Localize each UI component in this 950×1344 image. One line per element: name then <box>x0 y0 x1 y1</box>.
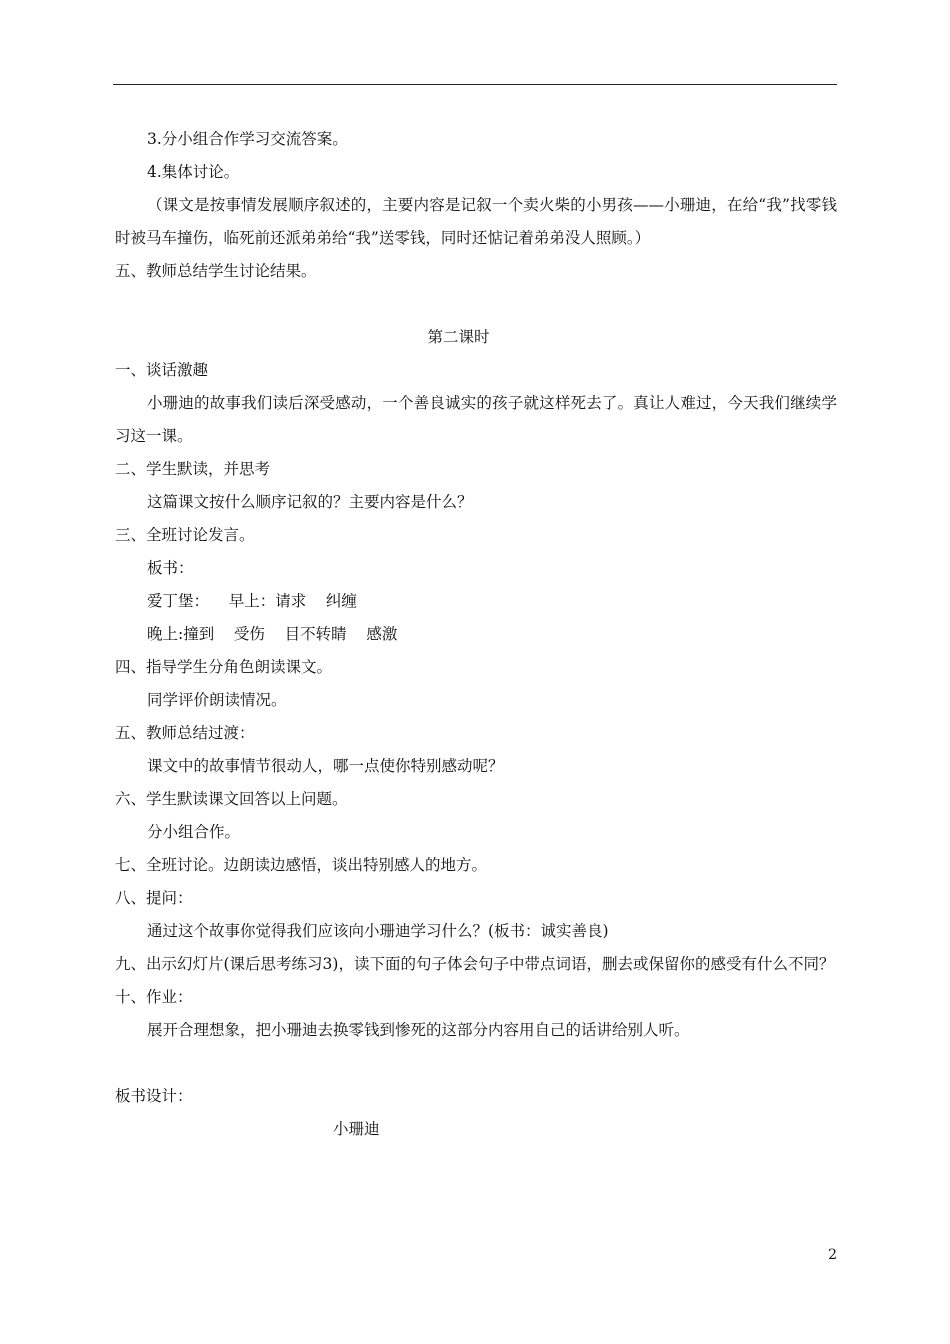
heading-section-9: 九、出示幻灯片(课后思考练习3)，读下面的句子体会句子中带点词语，删去或保留你的感受有什么不同？ <box>115 955 835 973</box>
heading-section-4: 四、指导学生分角色朗读课文。 <box>115 658 333 676</box>
board-label: 板书： <box>147 559 194 577</box>
heading-section-3: 三、全班讨论发言。 <box>115 526 255 544</box>
paragraph-summary: （课文是按事情发展顺序叙述的，主要内容是记叙一个卖火柴的小男孩——小珊迪，在给“我”找零钱时被马车撞伤，临死前还派弟弟给“我”送零钱，同时还惦记着弟弟没人照顾。） <box>115 196 837 247</box>
paragraph-step-4: 4.集体讨论。 <box>147 163 240 181</box>
document-body <box>115 123 837 1146</box>
paragraph-step-3: 3.分小组合作学习交流答案。 <box>147 130 348 148</box>
page-number: 2 <box>828 1247 837 1263</box>
paragraph-section-8: 通过这个故事你觉得我们应该向小珊迪学习什么？(板书：诚实善良) <box>147 922 609 940</box>
heading-section-10: 十、作业： <box>115 988 193 1006</box>
spacer <box>115 1047 837 1080</box>
heading-teacher-summary: 五、教师总结学生讨论结果。 <box>115 262 317 280</box>
board-design-title: 小珊迪 <box>333 1120 380 1138</box>
paragraph-section-1: 小珊迪的故事我们读后深受感动，一个善良诚实的孩子就这样死去了。真让人难过，今天我们继续学习这一课。 <box>115 394 837 445</box>
section-title: 第二课时 <box>427 328 490 346</box>
heading-section-2: 二、学生默读，并思考 <box>115 460 271 478</box>
heading-section-8: 八、提问： <box>115 889 193 907</box>
board-line-1: 爱丁堡： 早上：请求 纠缠 <box>147 592 357 610</box>
heading-section-1: 一、谈话激趣 <box>115 361 209 379</box>
paragraph-section-2: 这篇课文按什么顺序记叙的？主要内容是什么？ <box>147 493 473 511</box>
paragraph-section-5: 课文中的故事情节很动人，哪一点使你特别感动呢？ <box>147 757 504 775</box>
heading-section-5: 五、教师总结过渡： <box>115 724 255 742</box>
paragraph-section-4: 同学评价朗读情况。 <box>147 691 287 709</box>
heading-section-6: 六、学生默读课文回答以上问题。 <box>115 790 348 808</box>
heading-section-7: 七、全班讨论。边朗读边感悟，谈出特别感人的地方。 <box>115 856 488 874</box>
paragraph-section-10: 展开合理想象，把小珊迪去换零钱到惨死的这部分内容用自己的话讲给别人听。 <box>147 1021 690 1039</box>
spacer <box>115 288 837 321</box>
board-line-2: 晚上:撞到 受伤 目不转睛 感激 <box>147 625 398 643</box>
board-design-label: 板书设计： <box>115 1087 193 1105</box>
paragraph-section-6: 分小组合作。 <box>147 823 241 841</box>
header-rule <box>113 84 837 85</box>
